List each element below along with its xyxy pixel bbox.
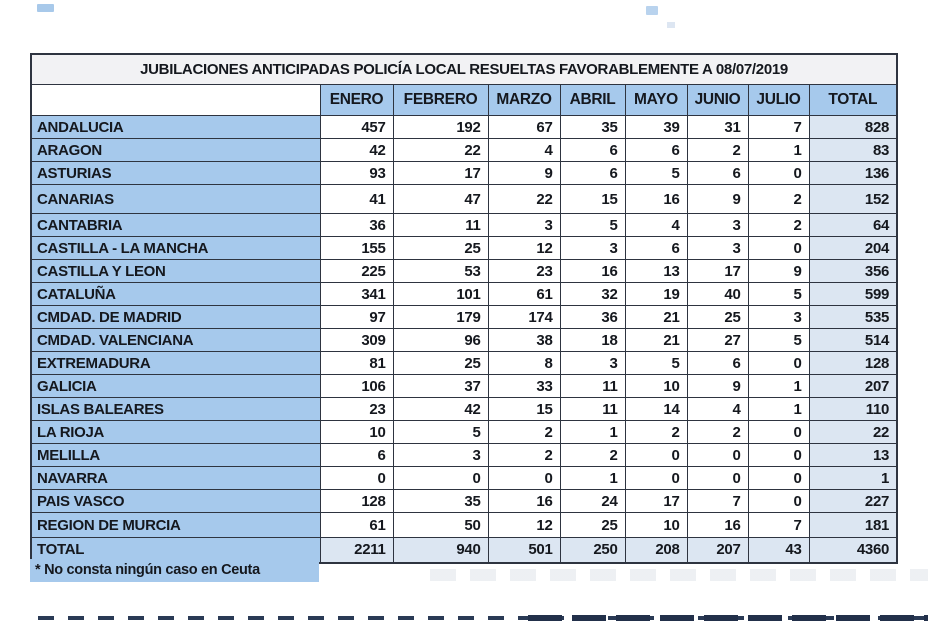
value-cell: 0 [625, 444, 687, 467]
value-cell: 3 [393, 444, 488, 467]
row-total-cell: 83 [809, 139, 897, 162]
value-cell: 16 [625, 185, 687, 214]
row-total-cell: 110 [809, 398, 897, 421]
region-label: MELILLA [31, 444, 320, 467]
value-cell: 22 [488, 185, 560, 214]
value-cell: 5 [748, 283, 809, 306]
table-title: JUBILACIONES ANTICIPADAS POLICÍA LOCAL RESUELTAS FAVORABLEMENTE A 08/07/2019 [31, 54, 897, 85]
value-cell: 47 [393, 185, 488, 214]
value-cell: 23 [488, 260, 560, 283]
region-label: CASTILLA - LA MANCHA [31, 237, 320, 260]
value-cell: 2 [625, 421, 687, 444]
column-header-julio: JULIO [748, 85, 809, 116]
value-cell: 21 [625, 306, 687, 329]
region-label: GALICIA [31, 375, 320, 398]
value-cell: 174 [488, 306, 560, 329]
value-cell: 2 [687, 139, 748, 162]
value-cell: 9 [687, 185, 748, 214]
value-cell: 208 [625, 538, 687, 563]
value-cell: 97 [320, 306, 393, 329]
value-cell: 16 [687, 513, 748, 538]
column-header-mayo: MAYO [625, 85, 687, 116]
value-cell: 1 [748, 375, 809, 398]
value-cell: 155 [320, 237, 393, 260]
region-label: CANARIAS [31, 185, 320, 214]
value-cell: 18 [560, 329, 625, 352]
row-total-cell: 828 [809, 116, 897, 139]
region-label: CMDAD. DE MADRID [31, 306, 320, 329]
value-cell: 1 [560, 467, 625, 490]
column-header-enero: ENERO [320, 85, 393, 116]
value-cell: 106 [320, 375, 393, 398]
table-row [31, 162, 897, 185]
value-cell: 1 [748, 398, 809, 421]
value-cell: 16 [560, 260, 625, 283]
value-cell: 37 [393, 375, 488, 398]
value-cell: 2211 [320, 538, 393, 563]
row-total-cell: 128 [809, 352, 897, 375]
value-cell: 25 [687, 306, 748, 329]
value-cell: 3 [687, 237, 748, 260]
value-cell: 225 [320, 260, 393, 283]
title-row [31, 54, 897, 85]
value-cell: 6 [560, 162, 625, 185]
value-cell: 179 [393, 306, 488, 329]
value-cell: 2 [687, 421, 748, 444]
value-cell: 7 [748, 513, 809, 538]
value-cell: 501 [488, 538, 560, 563]
value-cell: 23 [320, 398, 393, 421]
value-cell: 5 [560, 214, 625, 237]
bottom-crop-dashes-dense [528, 615, 928, 621]
value-cell: 17 [393, 162, 488, 185]
value-cell: 6 [560, 139, 625, 162]
value-cell: 17 [687, 260, 748, 283]
value-cell: 11 [560, 398, 625, 421]
value-cell: 31 [687, 116, 748, 139]
value-cell: 0 [748, 421, 809, 444]
row-total-cell: 227 [809, 490, 897, 513]
value-cell: 3 [748, 306, 809, 329]
value-cell: 2 [488, 421, 560, 444]
value-cell: 207 [687, 538, 748, 563]
table-row [31, 260, 897, 283]
jubilaciones-table [30, 53, 898, 564]
table-row [31, 421, 897, 444]
row-total-cell: 64 [809, 214, 897, 237]
value-cell: 12 [488, 237, 560, 260]
row-total-cell: 4360 [809, 538, 897, 563]
value-cell: 10 [320, 421, 393, 444]
value-cell: 81 [320, 352, 393, 375]
row-total-cell: 1 [809, 467, 897, 490]
table-row [31, 490, 897, 513]
table-row [31, 214, 897, 237]
value-cell: 3 [560, 237, 625, 260]
value-cell: 4 [625, 214, 687, 237]
top-right-crop-artifact-small [667, 22, 675, 28]
value-cell: 0 [393, 467, 488, 490]
column-header-febrero: FEBRERO [393, 85, 488, 116]
value-cell: 6 [320, 444, 393, 467]
value-cell: 36 [320, 214, 393, 237]
row-total-cell: 535 [809, 306, 897, 329]
value-cell: 2 [560, 444, 625, 467]
table-row [31, 283, 897, 306]
ghost-artifact-strip [430, 569, 928, 581]
region-label: CASTILLA Y LEON [31, 260, 320, 283]
value-cell: 4 [687, 398, 748, 421]
value-cell: 250 [560, 538, 625, 563]
value-cell: 940 [393, 538, 488, 563]
table-row [31, 513, 897, 538]
table-row [31, 116, 897, 139]
value-cell: 32 [560, 283, 625, 306]
row-total-cell: 599 [809, 283, 897, 306]
value-cell: 19 [625, 283, 687, 306]
value-cell: 0 [748, 444, 809, 467]
table-row [31, 306, 897, 329]
value-cell: 0 [625, 467, 687, 490]
value-cell: 0 [488, 467, 560, 490]
row-total-cell: 356 [809, 260, 897, 283]
region-label: TOTAL [31, 538, 320, 563]
value-cell: 14 [625, 398, 687, 421]
table-row [31, 352, 897, 375]
value-cell: 3 [488, 214, 560, 237]
value-cell: 35 [560, 116, 625, 139]
value-cell: 42 [320, 139, 393, 162]
table-row [31, 329, 897, 352]
value-cell: 6 [687, 352, 748, 375]
row-total-cell: 152 [809, 185, 897, 214]
column-header-marzo: MARZO [488, 85, 560, 116]
value-cell: 11 [560, 375, 625, 398]
value-cell: 17 [625, 490, 687, 513]
region-label: ASTURIAS [31, 162, 320, 185]
value-cell: 12 [488, 513, 560, 538]
value-cell: 10 [625, 375, 687, 398]
table-row [31, 237, 897, 260]
value-cell: 101 [393, 283, 488, 306]
value-cell: 1 [748, 139, 809, 162]
row-total-cell: 181 [809, 513, 897, 538]
row-total-cell: 204 [809, 237, 897, 260]
table-row [31, 185, 897, 214]
table-row [31, 398, 897, 421]
value-cell: 192 [393, 116, 488, 139]
value-cell: 5 [393, 421, 488, 444]
region-label: CATALUÑA [31, 283, 320, 306]
table-row [31, 467, 897, 490]
value-cell: 43 [748, 538, 809, 563]
value-cell: 0 [687, 444, 748, 467]
value-cell: 40 [687, 283, 748, 306]
region-label: ISLAS BALEARES [31, 398, 320, 421]
value-cell: 0 [687, 467, 748, 490]
value-cell: 0 [320, 467, 393, 490]
value-cell: 27 [687, 329, 748, 352]
value-cell: 50 [393, 513, 488, 538]
corner-empty-cell [31, 85, 320, 116]
value-cell: 96 [393, 329, 488, 352]
value-cell: 38 [488, 329, 560, 352]
value-cell: 0 [748, 162, 809, 185]
column-header-total: TOTAL [809, 85, 897, 116]
row-total-cell: 514 [809, 329, 897, 352]
value-cell: 36 [560, 306, 625, 329]
value-cell: 41 [320, 185, 393, 214]
region-label: CMDAD. VALENCIANA [31, 329, 320, 352]
row-total-cell: 22 [809, 421, 897, 444]
value-cell: 5 [625, 162, 687, 185]
value-cell: 6 [687, 162, 748, 185]
value-cell: 7 [748, 116, 809, 139]
table-row [31, 139, 897, 162]
value-cell: 8 [488, 352, 560, 375]
value-cell: 25 [393, 237, 488, 260]
value-cell: 9 [488, 162, 560, 185]
value-cell: 6 [625, 139, 687, 162]
region-label: NAVARRA [31, 467, 320, 490]
bottom-crop-artifact [38, 615, 928, 621]
value-cell: 24 [560, 490, 625, 513]
value-cell: 2 [748, 185, 809, 214]
region-label: ARAGON [31, 139, 320, 162]
value-cell: 67 [488, 116, 560, 139]
value-cell: 33 [488, 375, 560, 398]
value-cell: 25 [393, 352, 488, 375]
top-right-crop-artifact [646, 6, 658, 15]
region-label: EXTREMADURA [31, 352, 320, 375]
table-body [31, 116, 897, 563]
value-cell: 15 [560, 185, 625, 214]
value-cell: 128 [320, 490, 393, 513]
value-cell: 61 [320, 513, 393, 538]
row-total-cell: 13 [809, 444, 897, 467]
column-header-row [31, 85, 897, 116]
value-cell: 6 [625, 237, 687, 260]
value-cell: 2 [488, 444, 560, 467]
value-cell: 15 [488, 398, 560, 421]
value-cell: 10 [625, 513, 687, 538]
region-label: PAIS VASCO [31, 490, 320, 513]
value-cell: 9 [748, 260, 809, 283]
column-header-junio: JUNIO [687, 85, 748, 116]
value-cell: 93 [320, 162, 393, 185]
value-cell: 3 [687, 214, 748, 237]
footnote: * No consta ningún caso en Ceuta [30, 559, 319, 582]
value-cell: 25 [560, 513, 625, 538]
region-label: ANDALUCIA [31, 116, 320, 139]
value-cell: 4 [488, 139, 560, 162]
value-cell: 21 [625, 329, 687, 352]
region-label: LA RIOJA [31, 421, 320, 444]
value-cell: 42 [393, 398, 488, 421]
value-cell: 7 [687, 490, 748, 513]
value-cell: 457 [320, 116, 393, 139]
row-total-cell: 207 [809, 375, 897, 398]
value-cell: 53 [393, 260, 488, 283]
value-cell: 0 [748, 490, 809, 513]
value-cell: 9 [687, 375, 748, 398]
table-row [31, 444, 897, 467]
value-cell: 16 [488, 490, 560, 513]
top-left-crop-artifact [37, 4, 54, 12]
value-cell: 3 [560, 352, 625, 375]
value-cell: 0 [748, 467, 809, 490]
value-cell: 0 [748, 352, 809, 375]
row-total-cell: 136 [809, 162, 897, 185]
region-label: REGION DE MURCIA [31, 513, 320, 538]
value-cell: 39 [625, 116, 687, 139]
region-label: CANTABRIA [31, 214, 320, 237]
value-cell: 5 [748, 329, 809, 352]
value-cell: 0 [748, 237, 809, 260]
table-row [31, 375, 897, 398]
value-cell: 2 [748, 214, 809, 237]
value-cell: 13 [625, 260, 687, 283]
value-cell: 22 [393, 139, 488, 162]
value-cell: 35 [393, 490, 488, 513]
value-cell: 5 [625, 352, 687, 375]
value-cell: 11 [393, 214, 488, 237]
value-cell: 61 [488, 283, 560, 306]
value-cell: 341 [320, 283, 393, 306]
column-header-abril: ABRIL [560, 85, 625, 116]
value-cell: 309 [320, 329, 393, 352]
value-cell: 1 [560, 421, 625, 444]
